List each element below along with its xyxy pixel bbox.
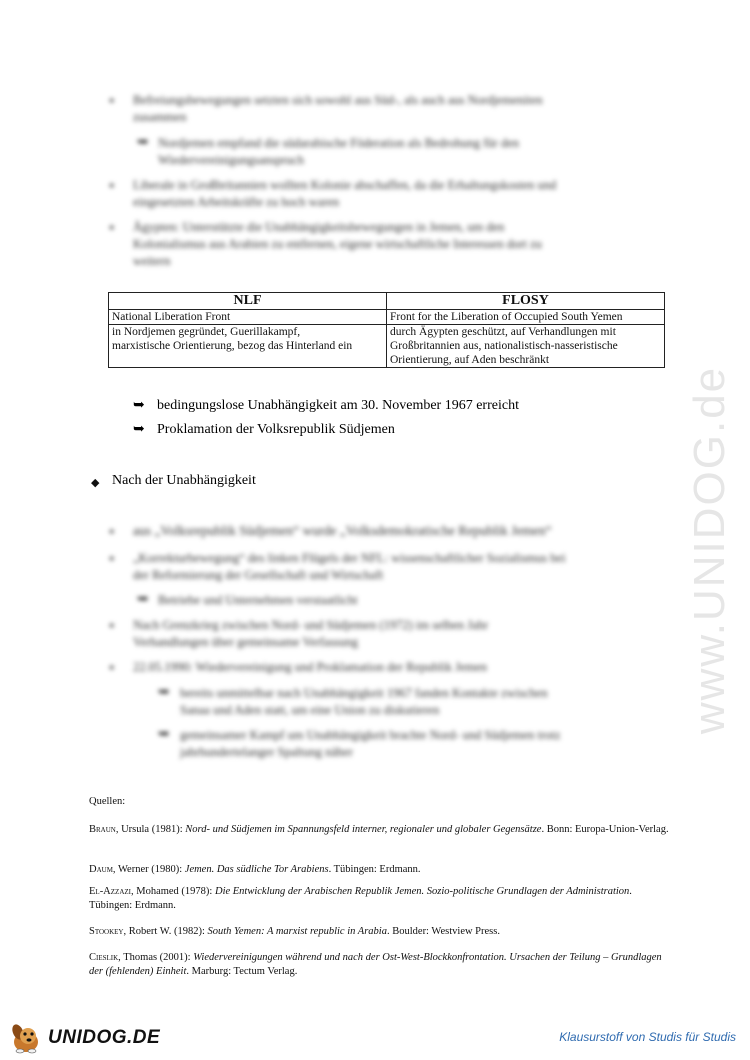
- table-header-nlf: NLF: [109, 293, 387, 310]
- ref-publisher: . Tübingen: Erdmann.: [89, 886, 632, 911]
- table-header-flosy: FLOSY: [387, 293, 665, 310]
- ref-publisher: . Boulder: Westview Press.: [386, 926, 500, 937]
- blurred-bullet-3-line-3: weitern: [133, 254, 171, 268]
- footer-tagline: Klausurstoff von Studis für Studis: [559, 1030, 736, 1044]
- arrow-item-proclamation: [133, 421, 395, 439]
- ref-title: Nord- und Südjemen im Spannungsfeld interner, regionaler und globaler Gegensätze: [185, 824, 542, 835]
- ref-publisher: . Marburg: Tectum Verlag.: [186, 966, 298, 977]
- blurred-bullet-6-line-2: Verhandlungen über gemeinsame Verfassung: [133, 635, 359, 649]
- reference-daum: [89, 863, 669, 877]
- blurred-bullet-2-line-2: eingesetzten Arbeitskräfte zu hoch waren: [133, 195, 340, 209]
- ref-author-rest: , Werner (1980):: [112, 864, 185, 875]
- watermark: [685, 350, 735, 750]
- blurred-bullet-5-line-1: ● „Korrekturbewegung“ des linken Flügels der NFL: wissenschaftlicher Sozialismus bei: [133, 550, 566, 566]
- ref-author-rest: , Robert W. (1982):: [123, 926, 208, 937]
- blurred-bullet-6-line-1: ● Nach Grenzkrieg zwischen Nord- und Südjemen (1972) im selben Jahr: [133, 617, 488, 633]
- ref-title: Wiedervereinigungen während und nach der Ost-West-Blockkonfrontation. Ursachen der Teilung – Grundlagen der (fehlenden) Einheit: [89, 952, 662, 977]
- arrow-icon: ➥: [133, 422, 145, 437]
- ref-author-rest: , Mohamed (1978):: [130, 886, 215, 897]
- ref-title: South Yemen: A marxist republic in Arabia: [207, 926, 387, 937]
- dog-mascot-icon: [8, 1022, 44, 1054]
- blurred-sub-3-line-1: bereits unmittelbar nach Unabhängigkeit 1967 fanden Kontakte zwischen: [180, 686, 548, 700]
- flosy-desc-line-3: Orientierung, auf Aden beschränkt: [390, 354, 550, 366]
- blurred-bullet-5-line-2: der Reformierung der Gesellschaft und Wirtschaft: [133, 568, 384, 582]
- unidog-logo[interactable]: [8, 1022, 160, 1054]
- ref-author-rest: , Thomas (2001):: [118, 952, 194, 963]
- reference-el-azzazi: [89, 885, 669, 913]
- arrow-item-independence-text: bedingungslose Unabhängigkeit am 30. November 1967 erreicht: [157, 398, 519, 413]
- ref-publisher: . Bonn: Europa-Union-Verlag.: [541, 824, 669, 835]
- ref-author: Stookey: [89, 926, 124, 937]
- table-cell-nlf-desc: [109, 325, 387, 368]
- blurred-bullet-4: ● aus „Volksrepublik Südjemen“ wurde „Volksdemokratische Republik Jemen“: [133, 523, 552, 539]
- watermark-text: www.UNIDOG.de: [685, 365, 735, 735]
- blurred-sub-4-line-2: jahrhundertelanger Spaltung näher: [180, 745, 353, 759]
- table-cell-flosy-name: Front for the Liberation of Occupied South Yemen: [387, 310, 665, 325]
- blurred-sub-2: Betriebe und Unternehmen verstaatlicht: [158, 593, 358, 607]
- blurred-arrow-icon: ➥: [158, 727, 170, 742]
- arrow-item-independence: [133, 397, 519, 415]
- blurred-bullet-3-line-2: Kolonialismus aus Arabien zu entfernen, eigene wirtschaftliche Interessen dort zu: [133, 237, 542, 251]
- arrow-icon: ➥: [133, 398, 145, 413]
- section-heading: Nach der Unabhängigkeit: [112, 473, 256, 488]
- table-cell-nlf-name: National Liberation Front: [109, 310, 387, 325]
- blurred-bullet-2-line-1: ● Liberale in Großbritannien wollten Kolonie abschaffen, da die Erhaltungskosten und: [133, 177, 556, 193]
- arrow-item-proclamation-text: Proklamation der Volksrepublik Südjemen: [157, 422, 395, 437]
- ref-title: Die Entwicklung der Arabischen Republik Jemen. Sozio-politische Grundlagen der Administration: [214, 886, 630, 897]
- ref-author: Braun: [89, 824, 116, 835]
- ref-author: Cieslik: [89, 952, 119, 963]
- ref-author: El-Azzazi: [89, 886, 131, 897]
- nlf-flosy-table: [108, 292, 665, 368]
- blurred-bullet-1-line-2: zusammen: [133, 110, 187, 124]
- blurred-bullet-1-line-1: ● Befreiungsbewegungen setzten sich sowohl aus Süd-, als auch aus Nordjemeniten: [133, 92, 543, 108]
- ref-author-rest: , Ursula (1981):: [115, 824, 186, 835]
- blurred-sub-3-line-2: Sanaa und Aden statt, um eine Union zu diskutieren: [180, 703, 440, 717]
- ref-title: Jemen. Das südliche Tor Arabiens: [184, 864, 329, 875]
- reference-stookey: [89, 925, 669, 939]
- sources-label: Quellen:: [89, 796, 126, 807]
- blurred-sub-4-line-1: gemeinsamer Kampf um Unabhängigkeit brachte Nord- und Südjemen trotz: [180, 728, 561, 742]
- flosy-desc-line-1: durch Ägypten geschützt, auf Verhandlungen mit: [390, 326, 616, 338]
- blurred-arrow-icon: ➥: [137, 135, 149, 150]
- ref-author: Daum: [89, 864, 113, 875]
- flosy-desc-line-2: Großbritannien aus, nationalistisch-nasseristische: [390, 340, 618, 352]
- blurred-arrow-icon: ➥: [158, 685, 170, 700]
- blurred-arrow-icon: ➥: [137, 592, 149, 607]
- diamond-bullet-icon: ◆: [91, 477, 100, 489]
- reference-cieslik: [89, 951, 669, 979]
- blurred-bullet-7: ● 22.05.1990: Wiedervereinigung und Proklamation der Republik Jemen: [133, 659, 487, 675]
- nlf-desc-line-1: in Nordjemen gegründet, Guerillakampf,: [112, 326, 301, 338]
- blurred-bullet-3-line-1: ● Ägypten: Unterstützte die Unabhängigkeitsbewegungen in Jemen, um den: [133, 219, 504, 235]
- ref-publisher: . Tübingen: Erdmann.: [328, 864, 421, 875]
- blurred-sub-1-line-2: Wiedervereinigungsanspruch: [158, 153, 304, 167]
- blurred-sub-1-line-1: Nordjemen empfand die südarabische Föderation als Bedrohung für den: [158, 136, 520, 150]
- reference-braun: [89, 823, 669, 837]
- nlf-desc-line-2: marxistische Orientierung, bezog das Hinterland ein: [112, 340, 353, 352]
- logo-text: UNIDOG.DE: [48, 1027, 161, 1048]
- table-cell-flosy-desc: [387, 325, 665, 368]
